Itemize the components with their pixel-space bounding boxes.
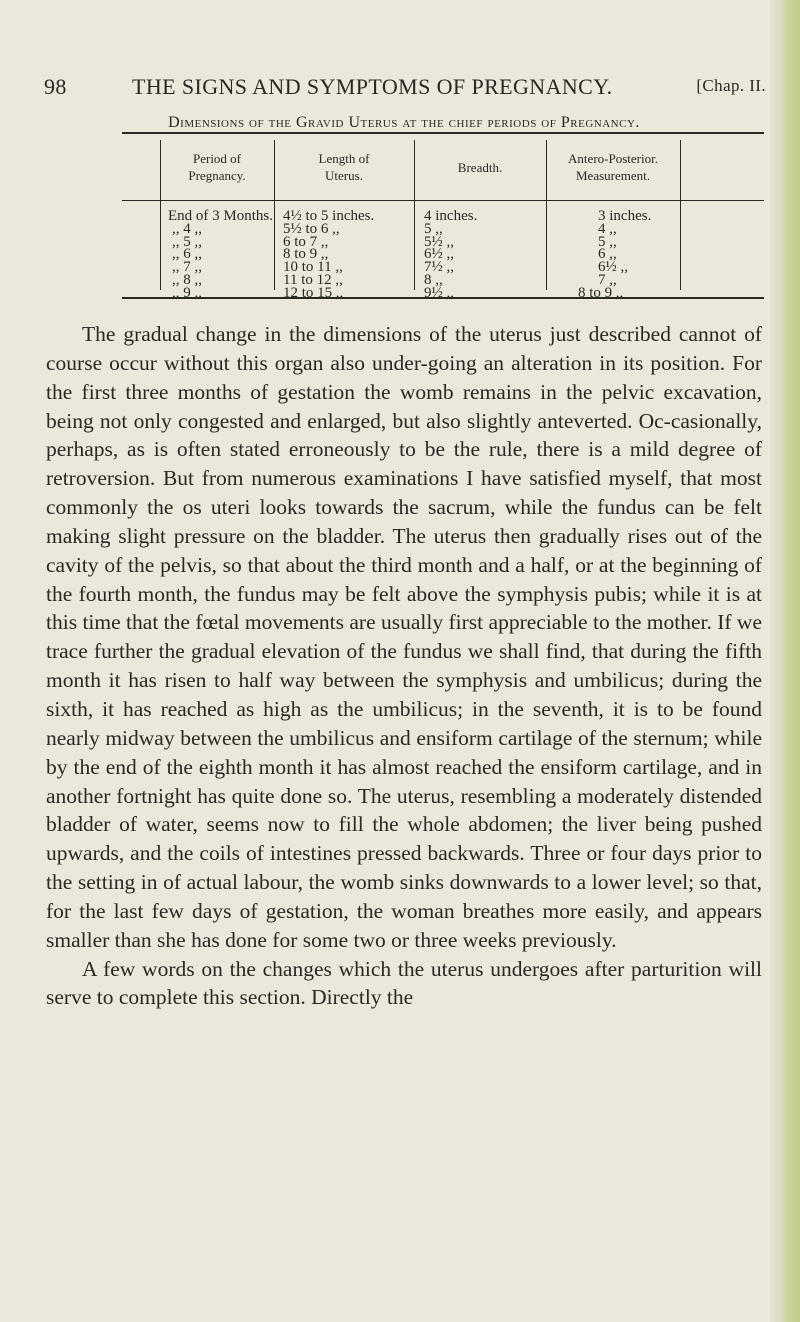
table-cell: 8 ,, xyxy=(424,272,443,288)
table-cell: ,, 5 ,, xyxy=(172,233,202,250)
table-cell: 5 ,, xyxy=(424,220,443,237)
page-edge xyxy=(770,0,800,1322)
page-number: 98 xyxy=(44,74,67,99)
table-cell: ,, 9 ,, xyxy=(172,284,202,301)
running-title: THE SIGNS AND SYMPTOMS OF PREGNANCY. xyxy=(132,74,613,99)
table-cell: 7½ ,, xyxy=(424,259,454,276)
table-cell: 5½ ,, xyxy=(424,233,454,250)
column-header-line: Period of xyxy=(192,151,242,166)
column-header-line: Uterus. xyxy=(325,168,363,183)
column-header xyxy=(547,150,679,184)
table-cell: 10 to 11 ,, xyxy=(283,259,343,276)
chapter-marker: [Chap. II. xyxy=(696,76,766,95)
table-cell: 6 to 7 ,, xyxy=(283,233,329,250)
table-cell: 7 ,, xyxy=(598,272,617,288)
column-header xyxy=(416,159,544,176)
table-cell: 4 inches. xyxy=(424,208,478,224)
column-divider xyxy=(680,140,681,290)
table-cell: 3 inches. xyxy=(598,208,652,224)
table-cell: ,, 8 ,, xyxy=(172,272,202,288)
column-header-line: Antero-Posterior. xyxy=(568,151,658,166)
column-header xyxy=(276,150,412,184)
body-text xyxy=(46,320,762,1012)
table-header-rule xyxy=(122,200,764,201)
table-cell: 5 ,, xyxy=(598,233,617,250)
table-cell: 12 to 15 ,, xyxy=(283,284,344,301)
running-header xyxy=(44,74,766,104)
table-cell: 4 ,, xyxy=(598,220,617,237)
table-cell: ,, 6 ,, xyxy=(172,246,202,263)
table-cell: 6½ ,, xyxy=(598,259,628,276)
table-top-rule xyxy=(122,132,764,134)
table-cell: 5½ to 6 ,, xyxy=(283,220,340,237)
table-cell: 11 to 12 ,, xyxy=(283,272,343,288)
paragraph: A few words on the changes which the uterus undergoes after parturition will serve to complete this section. Directly the xyxy=(46,956,762,1010)
column-header-line: Length of xyxy=(318,151,370,166)
column-header-line: Measurement. xyxy=(575,168,650,183)
table-title: Dimensions of the Gravid Uterus at the chief periods of Pregnancy. xyxy=(168,114,640,131)
table-cell: 8 to 9 ,, xyxy=(283,246,329,263)
table-cell: 6½ ,, xyxy=(424,246,454,263)
table-cell: End of 3 Months. xyxy=(168,208,273,224)
column-header xyxy=(162,150,272,184)
table-cell: 9½ ,, xyxy=(424,284,454,301)
table-cell: 6 ,, xyxy=(598,246,617,263)
column-divider xyxy=(160,140,161,290)
column-header-line: Breadth. xyxy=(457,160,503,175)
column-divider xyxy=(414,140,415,290)
column-header-line: Pregnancy. xyxy=(188,168,246,183)
column-divider xyxy=(274,140,275,290)
paragraph: The gradual change in the dimensions of the uterus just described cannot of course occur without this organ also under-going an alteration in its position. For the first three months of gestation the womb remains in the pelvic excavation, being not only congested and enlarged, but also slightly anteverted. Oc-casionally, perhaps, as is often stated erroneously to be the rule, there is a mild degree of retroversion. But from numerous examinations I have satisfied myself, that most commonly the os uteri looks towards the sacrum, while the fundus can be felt making slight pressure on the bladder. The uterus then gradually rises out of the cavity of the pelvis, so that about the third month and a half, or at the beginning of the fourth month, the fundus may be felt above the symphysis pubis; while it is at this time that the fœtal movements are usually first appreciable to the mother. If we trace further the gradual elevation of the fundus we shall find, that during the fifth month it has risen to half way between the symphysis and umbilicus; during the sixth, it has reached as high as the umbilicus; in the seventh, it is to be found nearly midway between the umbilicus and ensiform cartilage of the sternum; while by the end of the eighth month it has almost reached the ensiform cartilage, and in another fortnight has quite done so. The uterus, resembling a moderately distended bladder of water, seems now to fill the whole abdomen; the liver being pushed upwards, and the coils of intestines pressed backwards. Three or four days prior to the setting in of actual labour, the womb sinks downwards to a lower level; so that, for the last few days of gestation, the woman breathes more easily, and appears smaller than she has done for some two or three weeks previously. xyxy=(46,322,762,952)
table-cell: 8 to 9 ,, xyxy=(578,284,624,301)
table-cell: 4½ to 5 inches. xyxy=(283,208,375,224)
table-cell: ,, 4 ,, xyxy=(172,220,202,237)
table-cell: ,, 7 ,, xyxy=(172,259,202,276)
